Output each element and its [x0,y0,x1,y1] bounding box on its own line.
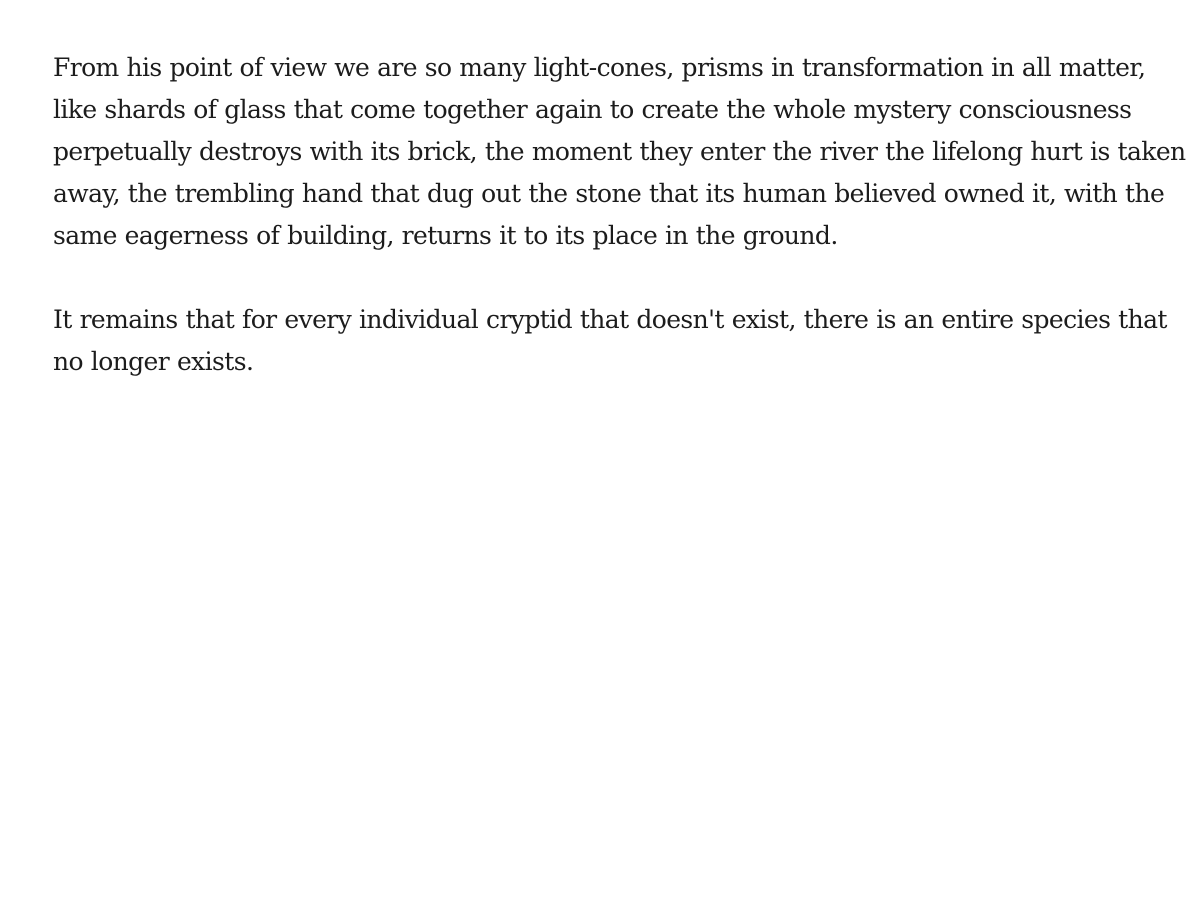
paragraph-2-line-1: It remains that for every individual cryptid that doesn't exist, there is an entire species that [53,305,1167,334]
paragraph-2-line-2: no longer exists. [53,347,254,376]
paragraph-1-line-1: From his point of view we are so many light-cones, prisms in transformation in all matter, [53,53,1146,82]
paragraph-1-line-3: perpetually destroys with its brick, the moment they enter the river the lifelong hurt is taken [53,137,1186,166]
paragraph-1 [53,47,1186,257]
paragraph-2 [53,299,1167,383]
paragraph-1-line-4: away, the trembling hand that dug out the stone that its human believed owned it, with the [53,179,1165,208]
paragraph-1-line-5: same eagerness of building, returns it to its place in the ground. [53,221,838,250]
paragraph-1-line-2: like shards of glass that come together again to create the whole mystery consciousness [53,95,1132,124]
